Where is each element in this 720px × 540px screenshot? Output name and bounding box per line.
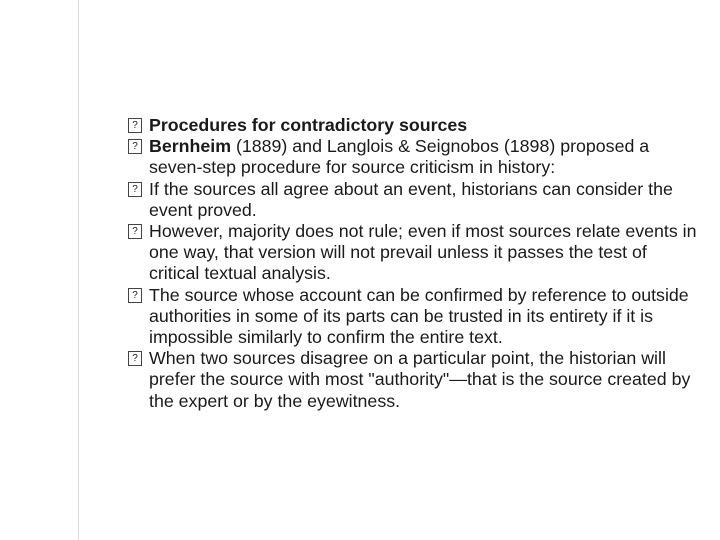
- bullet-bernheim: [128, 136, 698, 178]
- bullet-glyph-icon: ?: [128, 224, 142, 239]
- bullet-bold-text: Bernheim: [149, 136, 232, 157]
- bullet-glyph-icon: ?: [128, 351, 142, 366]
- bullet-disagree: [128, 348, 698, 412]
- bullet-text: If the sources all agree about an event, historians can consider the event proved.: [149, 178, 673, 220]
- bullet-glyph-icon: ?: [128, 139, 142, 154]
- slide-body: [128, 115, 698, 412]
- bullet-text: However, majority does not rule; even if most sources relate events in one way, that version will not prevail unless it passes the test of critical textual analysis.: [149, 221, 697, 284]
- left-margin-rule: [78, 0, 79, 540]
- bullet-text: The source whose account can be confirmed by reference to outside authorities in some of its parts can be trusted in its entirety if it is impossible similarly to confirm the entire text.: [149, 284, 689, 348]
- bullet-procedures: [128, 115, 698, 136]
- bullet-agree: [128, 179, 698, 221]
- bullet-bold-text: Procedures for contradictory sources: [149, 115, 468, 135]
- bullet-confirmed: [128, 285, 698, 349]
- bullet-glyph-icon: ?: [128, 288, 142, 303]
- bullet-glyph-icon: ?: [128, 182, 142, 197]
- bullet-glyph-icon: ?: [128, 118, 142, 133]
- bullet-majority: [128, 221, 698, 285]
- bullet-text: When two sources disagree on a particular point, the historian will prefer the source with most "authority"—that is the source created by the expert or by the eyewitness.: [149, 348, 691, 411]
- bullet-text: (1889) and Langlois & Seignobos (1898) proposed a seven-step procedure for source criticism in history:: [149, 136, 650, 178]
